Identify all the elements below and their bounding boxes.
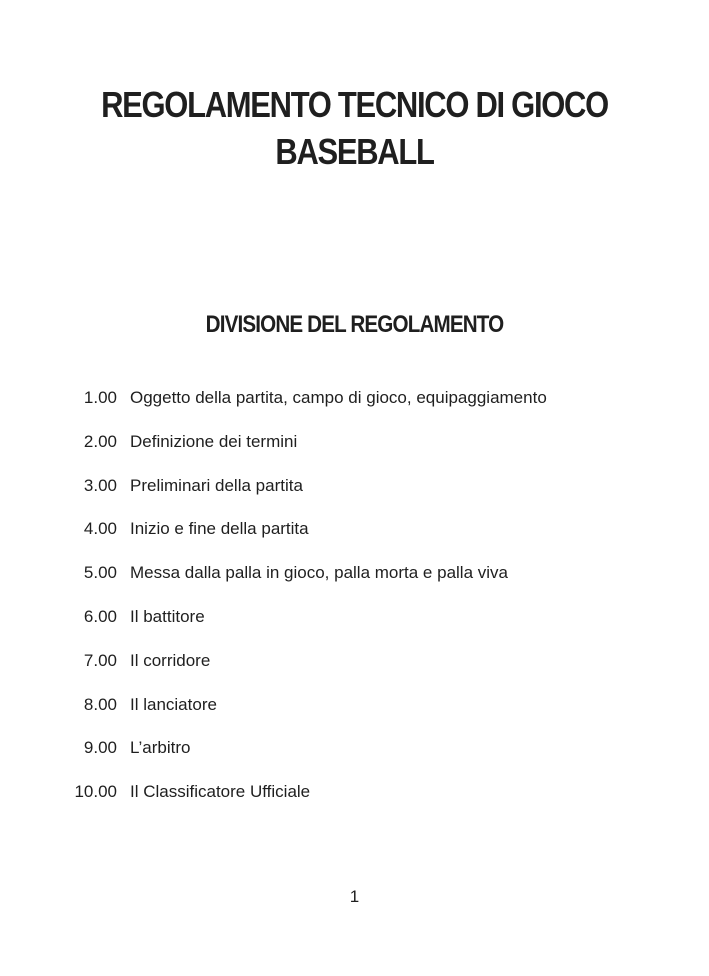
toc-item bbox=[0, 782, 709, 826]
toc-item-text: Messa dalla palla in gioco, palla morta e palla viva bbox=[130, 563, 508, 583]
toc-item-number: 10.00 bbox=[74, 782, 117, 802]
toc-item bbox=[0, 388, 709, 432]
toc-item-text: L’arbitro bbox=[130, 738, 191, 758]
toc-item-number: 7.00 bbox=[83, 650, 117, 670]
toc-item bbox=[0, 563, 709, 607]
toc-item-text: Il battitore bbox=[130, 606, 205, 626]
toc-item-number: 1.00 bbox=[83, 388, 117, 407]
toc-item-text: Oggetto della partita, campo di gioco, equipaggiamento bbox=[130, 388, 547, 407]
toc-item-number: 5.00 bbox=[83, 563, 117, 583]
toc-item-number: 8.00 bbox=[83, 694, 117, 714]
toc-item bbox=[0, 519, 709, 563]
document-title-line-2: BASEBALL bbox=[275, 131, 434, 172]
toc-item bbox=[0, 651, 709, 695]
toc-item-text: Il Classificatore Ufficiale bbox=[130, 782, 311, 802]
toc-item-text: Preliminari della partita bbox=[130, 475, 303, 495]
toc-item-number: 9.00 bbox=[83, 738, 117, 758]
toc-item-number: 3.00 bbox=[83, 475, 117, 495]
toc-item bbox=[0, 607, 709, 651]
toc-item-number: 4.00 bbox=[83, 519, 117, 539]
toc-item bbox=[0, 432, 709, 476]
toc-item-text: Inizio e fine della partita bbox=[130, 519, 309, 539]
toc-item-text: Definizione dei termini bbox=[130, 431, 298, 451]
page-number: 1 bbox=[349, 887, 360, 906]
toc-item bbox=[0, 695, 709, 739]
toc-item-text: Il corridore bbox=[130, 650, 211, 670]
toc-item-text: Il lanciatore bbox=[130, 694, 217, 714]
toc-item bbox=[0, 476, 709, 520]
table-of-contents bbox=[0, 388, 709, 826]
document-title-line-1: REGOLAMENTO TECNICO DI GIOCO bbox=[101, 84, 608, 125]
toc-item-number: 2.00 bbox=[83, 431, 117, 451]
toc-item-number: 6.00 bbox=[83, 606, 117, 626]
section-heading: DIVISIONE DEL REGOLAMENTO bbox=[205, 311, 504, 338]
toc-item bbox=[0, 738, 709, 782]
